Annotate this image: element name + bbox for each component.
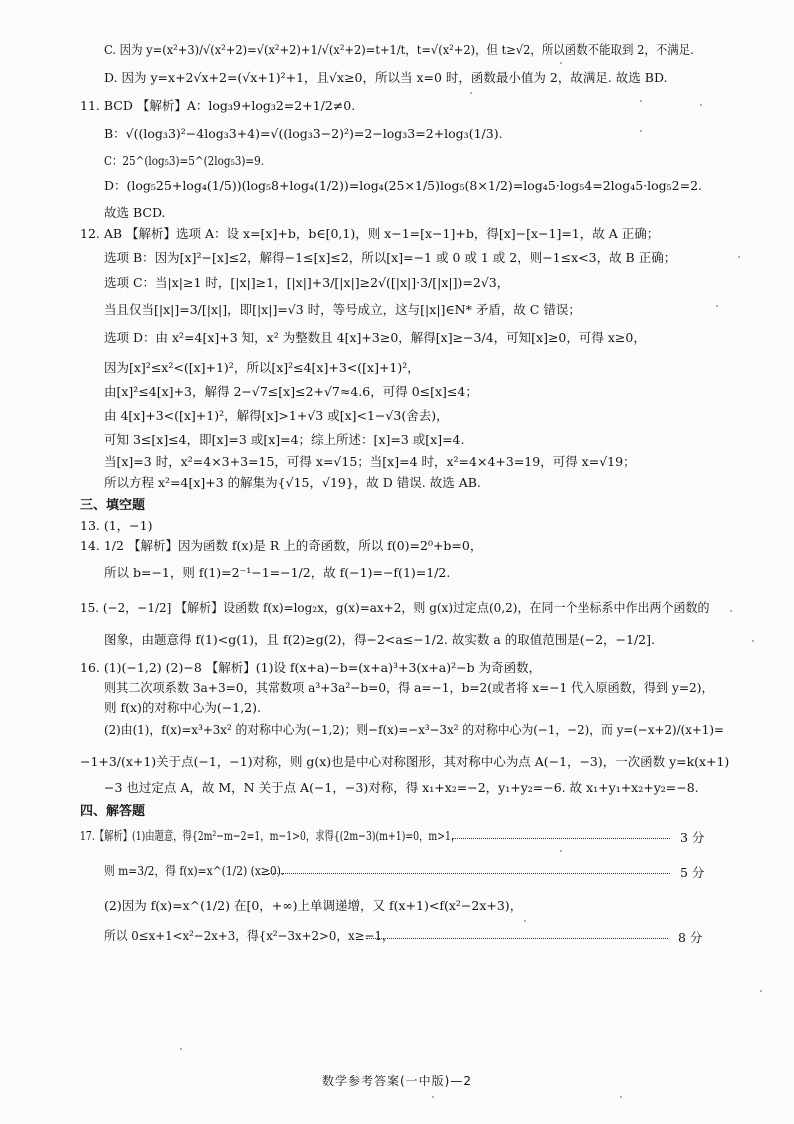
scan-speck [640,100,642,102]
text-line: 图象，由题意得 f(1)<g(1)，且 f(2)≥g(2)，得−2<a≤−1/2. 故实数 a 的取值范围是(−2，−1/2]. [104,632,655,647]
text-line: 14. 1/2 【解析】因为函数 f(x)是 R 上的奇函数，所以 f(0)=2⁰+b=0， [80,538,483,553]
text-line: D. 因为 y=x+2√x+2=(√x+1)²+1，且√x≥0，所以当 x=0 时，函数最小值为 2，故满足. 故选 BD. [104,70,668,85]
text-line: 所以方程 x²=4[x]+3 的解集为{√15，√19}，故 D 错误. 故选 AB. [104,475,481,490]
text-line: 由[x]²≤4[x]+3，解得 2−√7≤[x]≤2+√7≈4.6，可得 0≤[x]≤4； [104,384,478,399]
text-line: 四、解答题 [80,804,146,819]
text-line: C：25^(log₅3)=5^(2log₅3)=9. [104,153,265,168]
scan-speck [620,1096,622,1098]
dotted-leader [366,938,668,939]
score-mark: 5 分 [680,865,705,880]
scan-speck [640,130,642,132]
text-line: 当且仅当[|x|]=3/[|x|]，即[|x|]=√3 时，等号成立，这与[|x|]∈N* 矛盾，故 C 错误； [104,302,581,317]
text-line: 故选 BCD. [104,205,166,220]
text-line: 则其二次项系数 3a+3=0，其常数项 a³+3a²−b=0，得 a=−1，b=2(或者将 x=−1 代入原函数，得到 y=2)， [104,680,714,695]
text-line: 则 f(x)的对称中心为(−1,2). [104,700,261,715]
text-line: −1+3/(x+1)关于点(−1，−1)对称，则 g(x)也是中心对称图形，其对称中心为点 A(−1，−3)，一次函数 y=k(x+1) [80,754,730,769]
text-line: 16. (1)(−1,2) (2)−8 【解析】(1)设 f(x+a)−b=(x+a)³+3(x+a)²−b 为奇函数， [80,660,542,675]
scan-speck [752,640,754,642]
text-line: 所以 b=−1，则 f(1)=2⁻¹−1=−1/2，故 f(−1)=−f(1)=1/2. [104,565,451,580]
dotted-leader [452,838,670,839]
scan-speck [716,305,718,307]
text-line: B：√((log₃3)²−4log₃3+4)=√((log₃3−2)²)=2−log₃3=2+log₃(1/3). [104,126,503,141]
scan-speck [560,850,562,852]
text-line: 三、填空题 [80,498,146,513]
text-line: 17.【解析】(1)由题意，得{2m²−m−2=1，m−1>0，求得{(2m−3)(m+1)=0，m>1， [80,828,461,843]
text-line: 可知 3≤[x]≤4，即[x]=3 或[x]=4；综上所述：[x]=3 或[x]=4. [104,432,465,447]
scan-speck [730,610,732,612]
text-line: 15. (−2，−1/2] 【解析】设函数 f(x)=log₂x，g(x)=ax+2，则 g(x)过定点(0,2)，在同一个坐标系中作出两个函数的 [80,600,710,615]
scan-speck [470,92,472,94]
score-mark: 8 分 [678,930,703,945]
score-mark: 3 分 [680,830,705,845]
text-line: 11. BCD 【解析】A：log₃9+log₃2=2+1/2≠0. [80,98,356,113]
text-line: D：(log₅25+log₄(1/5))(log₅8+log₄(1/2))=log₄(25×1/5)log₅(8×1/2)=log₄5·log₅4=2log₄5·log₅2=2. [104,178,703,193]
text-line: (2)因为 f(x)=x^(1/2) 在[0，+∞)上单调递增，又 f(x+1)<f(x²−2x+3)， [104,898,523,913]
text-line: 当[x]=3 时，x²=4×3+3=15，可得 x=√15；当[x]=4 时，x²=4×4+3=19，可得 x=√19； [104,454,636,469]
scan-speck [560,62,562,64]
text-line: 则 m=3/2，得 f(x)=x^(1/2) (x≥0). [104,863,285,878]
text-line: 所以 0≤x+1<x²−2x+3，得{x²−3x+2>0，x≥−1， [104,928,394,943]
scan-speck [760,990,762,992]
scan-speck [738,256,740,258]
text-line: 选项 C：当|x|≥1 时，[|x|]≥1，[|x|]+3/[|x|]≥2√([|x|]·3/[|x|])=2√3， [104,275,510,290]
page-footer: 数学参考答案(一中版)—2 [322,1074,472,1088]
scan-speck [432,1096,434,1098]
text-line: 12. AB 【解析】选项 A：设 x=[x]+b，b∈[0,1)，则 x−1=[x−1]+b，得[x]−[x−1]=1，故 A 正确； [80,226,660,241]
dotted-leader [268,873,670,874]
scan-speck [180,1048,182,1050]
scan-speck [524,920,526,922]
text-line: 选项 B：因为[x]²−[x]≤2，解得−1≤[x]≤2，所以[x]=−1 或 0 或 1 或 2，则−1≤x<3，故 B 正确； [104,250,677,265]
text-line: 选项 D：由 x²=4[x]+3 知，x² 为整数且 4[x]+3≥0，解得[x]≥−3/4，可知[x]≥0，可得 x≥0， [104,330,646,345]
text-line: C. 因为 y=(x²+3)/√(x²+2)=√(x²+2)+1/√(x²+2)=t+1/t，t=√(x²+2)，但 t≥√2，所以函数不能取到 2，不满足. [104,42,694,57]
text-line: −3 也过定点 A，故 M，N 关于点 A(−1，−3)对称，得 x₁+x₂=−2，y₁+y₂=−6. 故 x₁+y₁+x₂+y₂=−8. [104,780,699,795]
scan-speck [700,104,702,106]
text-line: 因为[x]²≤x²<([x]+1)²，所以[x]²≤4[x]+3<([x]+1)²， [104,360,420,375]
text-line: 13. (1，−1) [80,518,153,533]
text-line: 由 4[x]+3<([x]+1)²，解得[x]>1+√3 或[x]<1−√3(舍去)， [104,408,449,423]
text-line: (2)由(1)，f(x)=x³+3x² 的对称中心为(−1,2)；则−f(x)=−x³−3x² 的对称中心为(−1，−2)，而 y=(−x+2)/(x+1)= [104,722,724,737]
